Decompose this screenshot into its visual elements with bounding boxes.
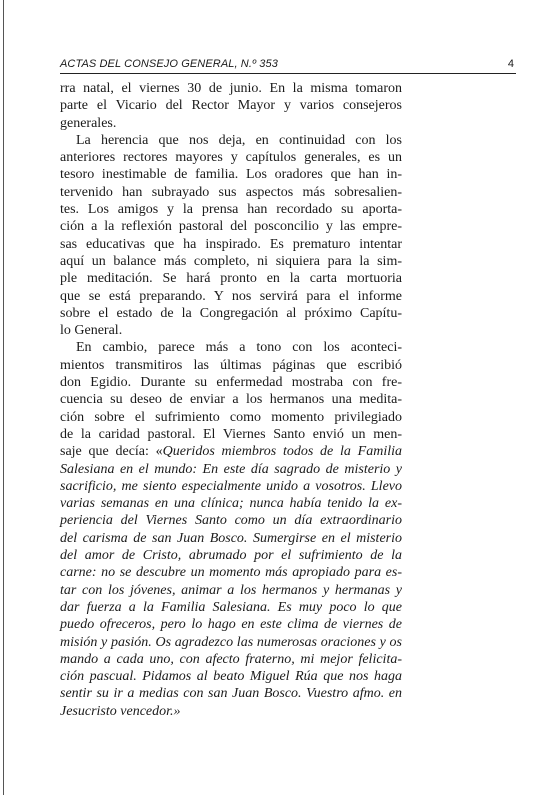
text-line: En cambio, parece más a tono con los aconteci- <box>76 340 402 356</box>
text-line: sobre el estado de la Congregación al próximo Capítu- <box>60 305 402 321</box>
text-line: generales. <box>60 115 117 131</box>
text-line: del amor de Cristo, abrumado por el sufrimiento de la <box>60 548 402 564</box>
text-line: tar con los jóvenes, animar a los hermanos y hermanas y <box>60 582 402 598</box>
text-line: La herencia que nos deja, en continuidad con los <box>76 132 402 148</box>
text-line: ple meditación. Se hará pronto en la carta mortuoria <box>60 271 402 287</box>
page-number: 4 <box>507 58 514 70</box>
text-line: dar fuerza a la Familia Salesiana. Es muy poco lo que <box>60 599 402 615</box>
text-line: Jesucristo vencedor.» <box>60 703 181 719</box>
text-line: tesoro inestimable de familia. Los oradores que han in- <box>60 167 402 183</box>
text-line: ción pascual. Pidamos al beato Miguel Rúa que nos haga <box>60 669 402 685</box>
text-line: anteriores rectores mayores y capítulos generales, es un <box>60 150 402 166</box>
text-line: que se está preparando. Y nos servirá para el informe <box>60 288 402 304</box>
text-line: ción a la reflexión pastoral del posconcilio y las empre- <box>60 219 402 235</box>
text-line: del carisma de san Juan Bosco. Sumergirse en el misterio <box>60 530 402 546</box>
text-line: de la caridad pastoral. El Viernes Santo envió un men- <box>60 426 402 442</box>
text-line: tervenido han subrayado sus aspectos más sobresalien- <box>60 184 402 200</box>
text-line: mientos transmitiros las últimas páginas que escribió <box>60 357 402 373</box>
text-line: don Egidio. Durante su enfermedad mostraba con fre- <box>60 375 402 391</box>
text-line: misión y pasión. Os agradezco las numerosas oraciones y os <box>60 634 402 650</box>
text-line: carne: no se descubre un momento más apropiado para es- <box>60 565 402 581</box>
text-line: mando a cada uno, con afecto fraterno, mi mejor felicita- <box>60 651 402 667</box>
header-rule <box>60 73 516 74</box>
text-line: Salesiana en el mundo: En este día sagrado de misterio y <box>60 461 402 477</box>
header-title: ACTAS DEL CONSEJO GENERAL, N.º 353 <box>60 58 278 70</box>
text-line: sacrificio, me siento especialmente unido a vosotros. Llevo <box>60 478 402 494</box>
text-line: ción sobre el sufrimiento como momento privilegiado <box>60 409 402 425</box>
paragraph <box>60 339 402 720</box>
text-line: varias semanas en una clínica; nunca había tenido la ex- <box>60 496 402 512</box>
text-line: sas educativas que ha inspirado. Es prematuro intentar <box>60 236 402 252</box>
text-line: parte el Vicario del Rector Mayor y varios consejeros <box>60 98 402 114</box>
text-line: saje que decía: «Queridos miembros todos de la Familia <box>60 444 402 460</box>
text-line: tes. Los amigos y la prensa han recordado su aporta- <box>60 202 402 218</box>
body-text <box>60 80 402 720</box>
text-line: periencia del Viernes Santo como un día extraordinario <box>60 513 402 529</box>
text-line: aquí un balance más completo, ni siquiera para la sim- <box>60 253 402 269</box>
paragraph <box>60 132 402 340</box>
running-header <box>60 58 516 74</box>
text-line: lo General. <box>60 323 123 339</box>
text-line: cuencia su deseo de enviar a los hermanos una medita- <box>60 392 402 408</box>
page-left-edge <box>3 0 4 795</box>
text-line: sentir su ir a medias con san Juan Bosco. Vuestro afmo. en <box>60 686 402 702</box>
text-line: puedo ofreceros, pero lo hago en este clima de viernes de <box>60 617 402 633</box>
paragraph <box>60 80 402 132</box>
text-line: rra natal, el viernes 30 de junio. En la misma tomaron <box>60 81 402 96</box>
